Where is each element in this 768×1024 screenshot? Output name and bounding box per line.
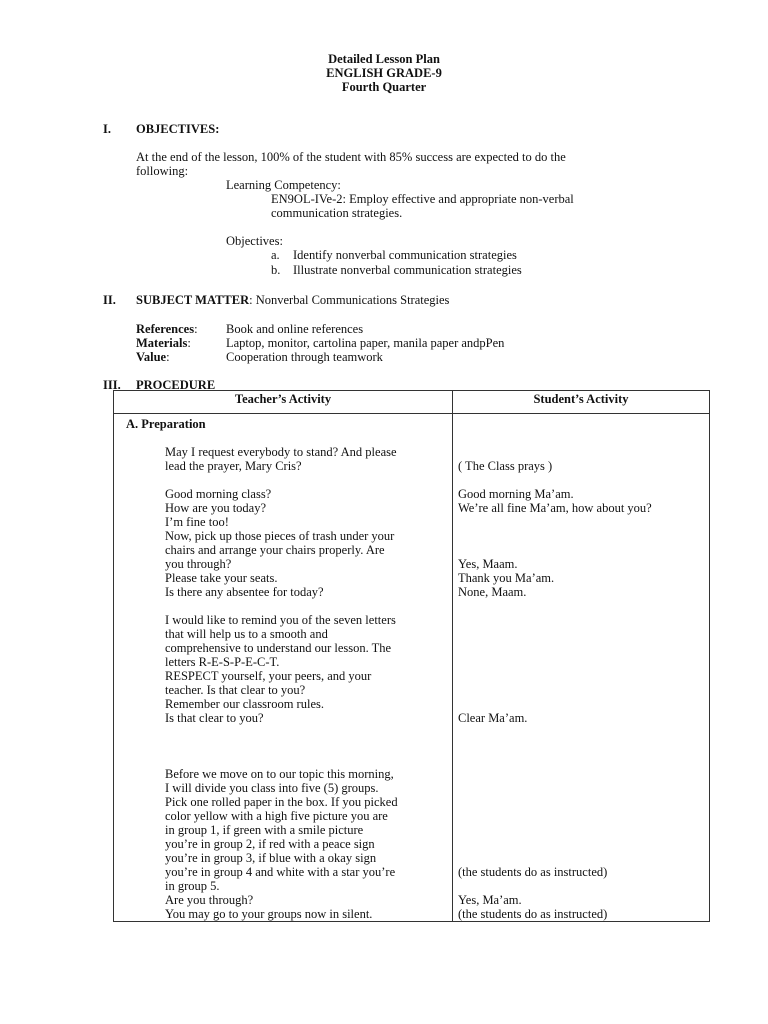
subject-matter-line bbox=[136, 293, 449, 307]
references-label: References bbox=[136, 322, 195, 336]
teacher-activity-line bbox=[165, 739, 452, 753]
teacher-activity-line: you’re in group 2, if red with a peace sign bbox=[165, 837, 375, 851]
materials-value: Laptop, monitor, cartolina paper, manila paper andpPen bbox=[226, 336, 505, 350]
teacher-activity-line: Good morning class? bbox=[165, 487, 272, 501]
student-activity-line bbox=[458, 641, 709, 655]
teacher-activity-line: Are you through? bbox=[165, 893, 254, 907]
value-value: Cooperation through teamwork bbox=[226, 350, 383, 364]
student-activity-line bbox=[458, 781, 709, 795]
materials-colon: : bbox=[187, 336, 191, 350]
value-row bbox=[136, 350, 170, 364]
teacher-activity-line: chairs and arrange your chairs properly. Are bbox=[165, 543, 385, 557]
teacher-activity-line: You may go to your groups now in silent. bbox=[165, 907, 373, 921]
references-colon: : bbox=[194, 322, 198, 336]
teacher-activity-line bbox=[165, 431, 452, 445]
student-activity-line: Yes, Maam. bbox=[458, 557, 518, 571]
teacher-activity-line: comprehensive to understand our lesson. The bbox=[165, 641, 392, 655]
student-activity-line bbox=[458, 515, 709, 529]
teacher-activity-line: you’re in group 3, if blue with a okay sign bbox=[165, 851, 377, 865]
teacher-activity-line bbox=[165, 753, 452, 767]
student-activity-line: Good morning Ma’am. bbox=[458, 487, 574, 501]
doc-subject: ENGLISH GRADE-9 bbox=[326, 66, 442, 80]
student-activity-line: ( The Class prays ) bbox=[458, 459, 553, 473]
objective-marker-b: b. bbox=[271, 263, 281, 277]
materials-label: Materials bbox=[136, 336, 188, 350]
student-activity-line: (the students do as instructed) bbox=[458, 907, 608, 921]
student-activity-line bbox=[458, 543, 709, 557]
student-activity-line bbox=[458, 879, 709, 893]
doc-title: Detailed Lesson Plan bbox=[328, 52, 440, 66]
teacher-activity-line: Is that clear to you? bbox=[165, 711, 264, 725]
objective-item-a: Identify nonverbal communication strategies bbox=[293, 248, 517, 262]
procedure-table-body bbox=[114, 414, 710, 922]
student-activity-cell bbox=[453, 414, 710, 922]
student-activity-line bbox=[458, 669, 709, 683]
teacher-activity-line: letters R-E-S-P-E-C-T. bbox=[165, 655, 280, 669]
competency-line2: communication strategies. bbox=[271, 206, 403, 220]
teacher-activity-line: Remember our classroom rules. bbox=[165, 697, 324, 711]
procedure-table bbox=[113, 390, 710, 922]
subject-matter-numeral: II. bbox=[103, 293, 116, 307]
teacher-activity-line bbox=[165, 599, 452, 613]
student-activity-line bbox=[458, 795, 709, 809]
student-activity-line bbox=[458, 599, 709, 613]
teacher-lines bbox=[114, 431, 452, 921]
teacher-activity-line: Please take your seats. bbox=[165, 571, 278, 585]
student-activity-line: Thank you Ma’am. bbox=[458, 571, 555, 585]
student-activity-line bbox=[458, 529, 709, 543]
teacher-activity-line bbox=[165, 473, 452, 487]
references-value: Book and online references bbox=[226, 322, 364, 336]
teacher-activity-line: lead the prayer, Mary Cris? bbox=[165, 459, 302, 473]
teacher-activity-cell bbox=[114, 414, 453, 922]
student-activity-line bbox=[458, 445, 709, 459]
student-activity-line bbox=[458, 809, 709, 823]
student-lines bbox=[453, 431, 709, 921]
student-activity-header: Student’s Activity bbox=[453, 391, 710, 414]
teacher-activity-line: Is there any absentee for today? bbox=[165, 585, 324, 599]
objectives-intro-line1: At the end of the lesson, 100% of the student with 85% success are expected to do the bbox=[136, 150, 566, 164]
student-activity-line: (the students do as instructed) bbox=[458, 865, 608, 879]
procedure-heading: PROCEDURE bbox=[136, 378, 216, 392]
student-activity-line bbox=[458, 627, 709, 641]
competency-line1: EN9OL-IVe-2: Employ effective and appropriate non-verbal bbox=[271, 192, 574, 206]
teacher-activity-line: May I request everybody to stand? And please bbox=[165, 445, 397, 459]
student-activity-line bbox=[458, 753, 709, 767]
student-activity-line bbox=[458, 473, 709, 487]
objectives-label: Objectives: bbox=[226, 234, 283, 248]
teacher-activity-line: Now, pick up those pieces of trash under your bbox=[165, 529, 395, 543]
value-label: Value bbox=[136, 350, 167, 364]
student-activity-line bbox=[458, 613, 709, 627]
teacher-activity-line: you’re in group 4 and white with a star you’re bbox=[165, 865, 396, 879]
objective-item-b: Illustrate nonverbal communication strategies bbox=[293, 263, 522, 277]
doc-quarter: Fourth Quarter bbox=[341, 80, 427, 94]
student-activity-line bbox=[458, 655, 709, 669]
student-activity-line: We’re all fine Ma’am, how about you? bbox=[458, 501, 652, 515]
student-activity-line bbox=[458, 851, 709, 865]
student-activity-line bbox=[458, 683, 709, 697]
value-colon: : bbox=[166, 350, 170, 364]
teacher-activity-line: RESPECT yourself, your peers, and your bbox=[165, 669, 372, 683]
materials-row bbox=[136, 336, 191, 350]
student-activity-line bbox=[458, 823, 709, 837]
subject-matter-heading: SUBJECT MATTER bbox=[136, 293, 250, 307]
teacher-activity-line: I would like to remind you of the seven letters bbox=[165, 613, 396, 627]
student-activity-line bbox=[458, 431, 709, 445]
teacher-activity-line: How are you today? bbox=[165, 501, 267, 515]
teacher-activity-line: color yellow with a high five picture you are bbox=[165, 809, 388, 823]
teacher-activity-line: in group 5. bbox=[165, 879, 220, 893]
subject-matter-topic: : Nonverbal Communications Strategies bbox=[249, 293, 450, 307]
teacher-activity-line: that will help us to a smooth and bbox=[165, 627, 328, 641]
student-activity-line: Yes, Ma’am. bbox=[458, 893, 522, 907]
references-row bbox=[136, 322, 198, 336]
teacher-activity-line bbox=[165, 725, 452, 739]
section-preparation: A. Preparation bbox=[126, 417, 206, 431]
procedure-table-header bbox=[114, 391, 710, 414]
objectives-heading: OBJECTIVES: bbox=[136, 122, 220, 136]
student-activity-line: Clear Ma’am. bbox=[458, 711, 528, 725]
procedure-numeral: III. bbox=[103, 378, 121, 392]
objectives-numeral: I. bbox=[103, 122, 111, 136]
student-activity-line bbox=[458, 837, 709, 851]
teacher-activity-line: teacher. Is that clear to you? bbox=[165, 683, 306, 697]
competency-label: Learning Competency: bbox=[226, 178, 341, 192]
teacher-activity-line: Pick one rolled paper in the box. If you picked bbox=[165, 795, 398, 809]
objectives-intro-line2: following: bbox=[136, 164, 189, 178]
objective-marker-a: a. bbox=[271, 248, 280, 262]
student-activity-line bbox=[458, 767, 709, 781]
teacher-activity-header: Teacher’s Activity bbox=[114, 391, 453, 414]
student-activity-line: None, Maam. bbox=[458, 585, 527, 599]
student-activity-line bbox=[458, 725, 709, 739]
teacher-activity-line: in group 1, if green with a smile picture bbox=[165, 823, 364, 837]
teacher-activity-line: Before we move on to our topic this morning, bbox=[165, 767, 394, 781]
teacher-activity-line: I’m fine too! bbox=[165, 515, 229, 529]
student-activity-line bbox=[458, 697, 709, 711]
student-activity-line bbox=[458, 739, 709, 753]
teacher-activity-line: I will divide you class into five (5) groups. bbox=[165, 781, 379, 795]
teacher-activity-line: you through? bbox=[165, 557, 232, 571]
